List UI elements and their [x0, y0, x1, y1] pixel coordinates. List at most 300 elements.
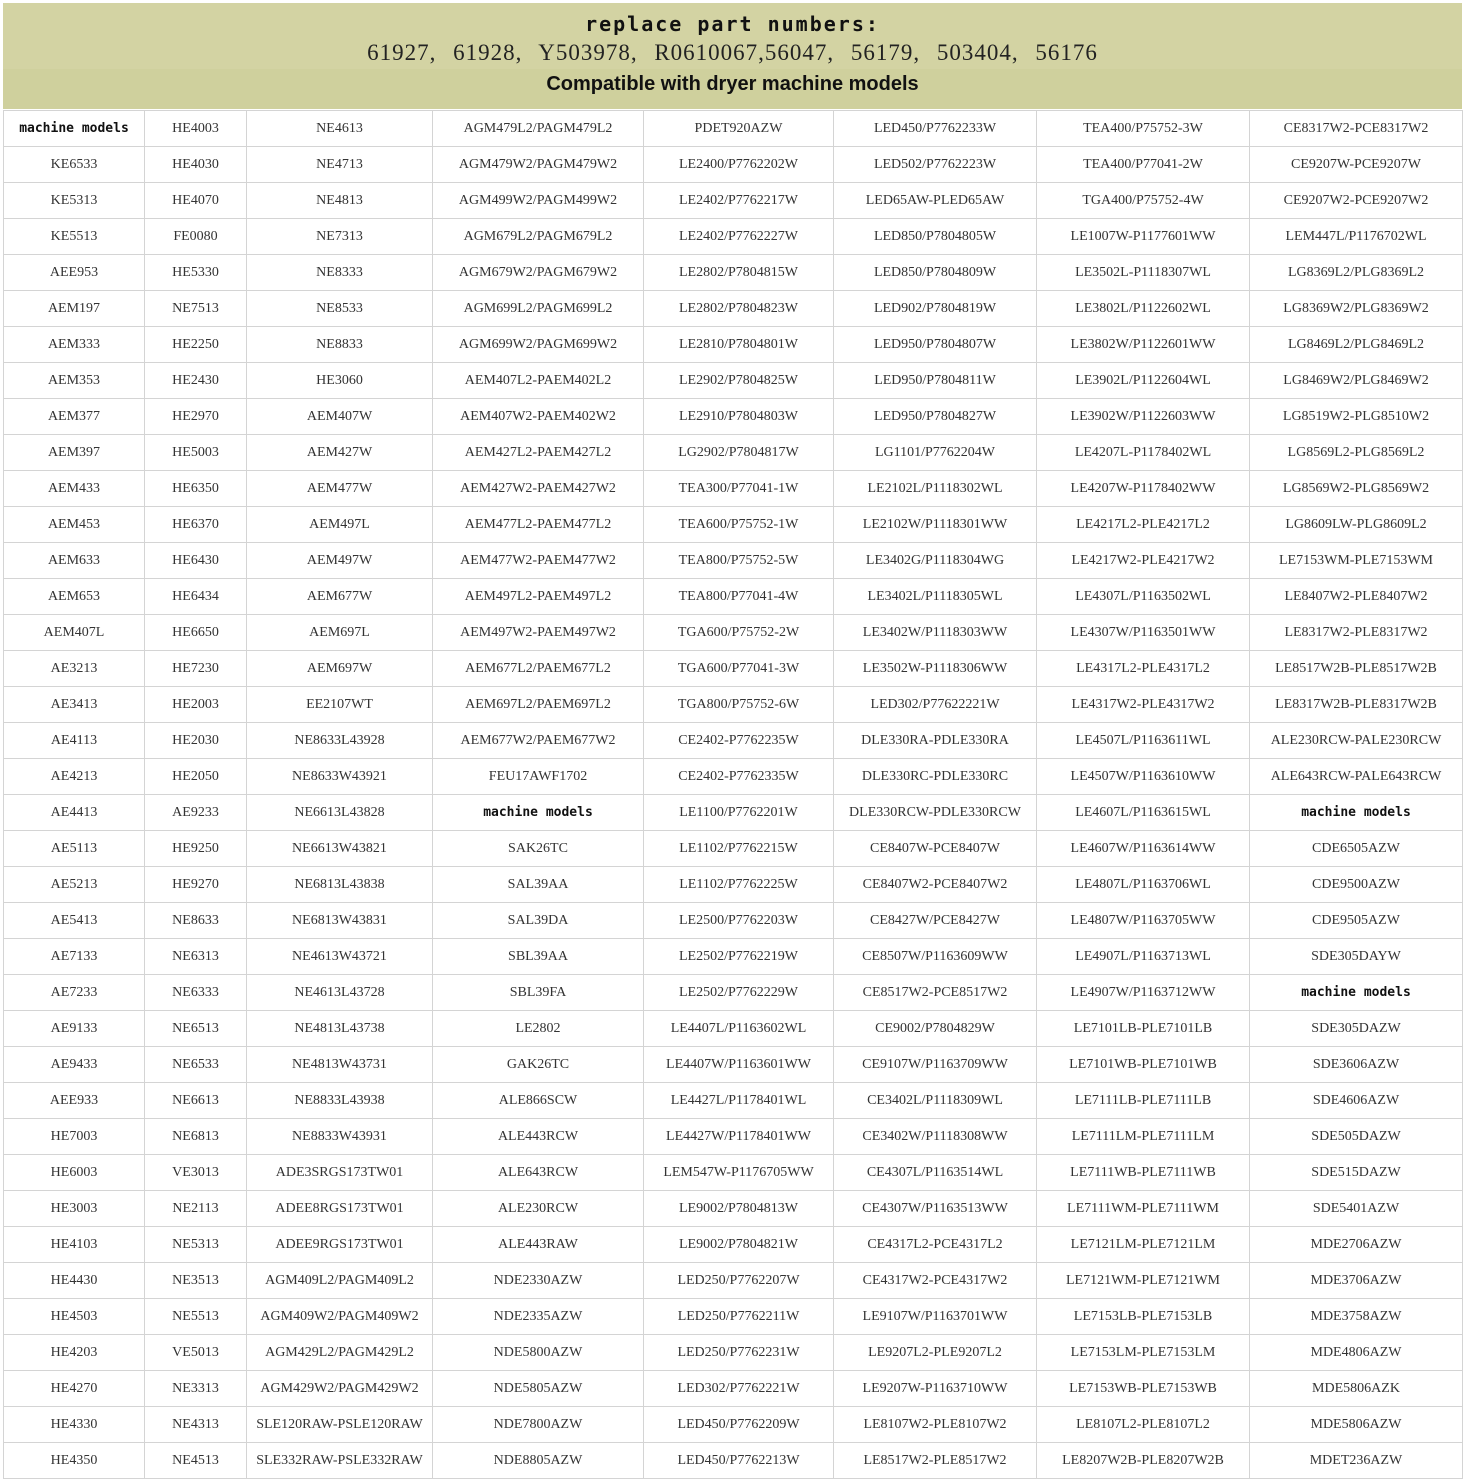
model-cell: LG8369W2/PLG8369W2 — [1250, 291, 1463, 327]
model-cell: NE6613L43828 — [247, 795, 433, 831]
model-cell: HE4003 — [145, 111, 247, 147]
model-cell: LE7111LM-PLE7111LM — [1037, 1119, 1250, 1155]
table-row — [4, 1227, 1463, 1263]
model-cell: MDE5806AZW — [1250, 1407, 1463, 1443]
model-cell: LE8207W2B-PLE8207W2B — [1037, 1443, 1250, 1479]
model-cell: HE9270 — [145, 867, 247, 903]
model-cell: SBL39FA — [433, 975, 644, 1011]
model-cell: TEA800/P75752-5W — [644, 543, 834, 579]
table-row — [4, 147, 1463, 183]
model-cell: LE7101LB-PLE7101LB — [1037, 1011, 1250, 1047]
model-cell: AEM677W2/PAEM677W2 — [433, 723, 644, 759]
model-cell: CE8507W/P1163609WW — [834, 939, 1037, 975]
model-cell: LE2402/P7762217W — [644, 183, 834, 219]
header-subtitle: Compatible with dryer machine models — [546, 73, 919, 95]
model-cell: LE3402W/P1118303WW — [834, 615, 1037, 651]
table-row — [4, 471, 1463, 507]
model-cell: SBL39AA — [433, 939, 644, 975]
table-row — [4, 687, 1463, 723]
table-row — [4, 543, 1463, 579]
model-cell: LED250/P7762211W — [644, 1299, 834, 1335]
model-cell: NE7513 — [145, 291, 247, 327]
model-cell: HE2250 — [145, 327, 247, 363]
model-cell: LE4307W/P1163501WW — [1037, 615, 1250, 651]
model-cell: AEM653 — [4, 579, 145, 615]
table-row — [4, 1299, 1463, 1335]
model-cell: AEM433 — [4, 471, 145, 507]
model-cell: LE8407W2-PLE8407W2 — [1250, 579, 1463, 615]
model-cell: LE7153WB-PLE7153WB — [1037, 1371, 1250, 1407]
model-cell: LE4407W/P1163601WW — [644, 1047, 834, 1083]
model-cell: HE4270 — [4, 1371, 145, 1407]
table-row — [4, 111, 1463, 147]
model-cell: HE4430 — [4, 1263, 145, 1299]
model-cell: HE4030 — [145, 147, 247, 183]
model-cell: LE9207L2-PLE9207L2 — [834, 1335, 1037, 1371]
model-cell: AGM409W2/PAGM409W2 — [247, 1299, 433, 1335]
model-cell: LED450/P7762213W — [644, 1443, 834, 1479]
model-cell: LG8469L2/PLG8469L2 — [1250, 327, 1463, 363]
model-cell: ALE230RCW — [433, 1191, 644, 1227]
model-cell: LE1007W-P1177601WW — [1037, 219, 1250, 255]
model-cell: TGA600/P77041-3W — [644, 651, 834, 687]
model-cell: LE2500/P7762203W — [644, 903, 834, 939]
model-cell: AE5413 — [4, 903, 145, 939]
model-cell: LE9002/P7804821W — [644, 1227, 834, 1263]
model-cell: TGA600/P75752-2W — [644, 615, 834, 651]
model-cell: LED302/P77622221W — [834, 687, 1037, 723]
model-cell: AE7233 — [4, 975, 145, 1011]
model-cell: LED950/P7804811W — [834, 363, 1037, 399]
model-cell: LE4207L-P1178402WL — [1037, 435, 1250, 471]
table-row — [4, 651, 1463, 687]
header-title: replace part numbers: — [585, 12, 880, 36]
model-cell: LED850/P7804805W — [834, 219, 1037, 255]
model-cell: NE5513 — [145, 1299, 247, 1335]
model-cell: HE5330 — [145, 255, 247, 291]
model-cell: CE9002/P7804829W — [834, 1011, 1037, 1047]
model-cell: MDE5806AZK — [1250, 1371, 1463, 1407]
model-cell: LG1101/P7762204W — [834, 435, 1037, 471]
model-cell: AEM497L2-PAEM497L2 — [433, 579, 644, 615]
model-cell: DLE330RA-PDLE330RA — [834, 723, 1037, 759]
model-cell: ALE443RCW — [433, 1119, 644, 1155]
model-cell: DLE330RCW-PDLE330RCW — [834, 795, 1037, 831]
model-cell: NE8633W43921 — [247, 759, 433, 795]
model-cell: CE8407W2-PCE8407W2 — [834, 867, 1037, 903]
model-cell: ALE866SCW — [433, 1083, 644, 1119]
model-cell: LE4317L2-PLE4317L2 — [1037, 651, 1250, 687]
model-cell: SDE3606AZW — [1250, 1047, 1463, 1083]
model-cell: NE6513 — [145, 1011, 247, 1047]
model-cell: AE4213 — [4, 759, 145, 795]
model-cell: CE8517W2-PCE8517W2 — [834, 975, 1037, 1011]
model-cell: AE9233 — [145, 795, 247, 831]
model-cell: HE2970 — [145, 399, 247, 435]
table-row — [4, 507, 1463, 543]
model-cell: FEU17AWF1702 — [433, 759, 644, 795]
model-cell: LE3902W/P1122603WW — [1037, 399, 1250, 435]
model-cell: CE4317W2-PCE4317W2 — [834, 1263, 1037, 1299]
model-cell: LE7111WB-PLE7111WB — [1037, 1155, 1250, 1191]
model-cell: AEM453 — [4, 507, 145, 543]
model-cell: TEA800/P77041-4W — [644, 579, 834, 615]
model-cell: HE9250 — [145, 831, 247, 867]
model-cell: TGA800/P75752-6W — [644, 687, 834, 723]
model-cell: CDE9500AZW — [1250, 867, 1463, 903]
model-cell: HE2030 — [145, 723, 247, 759]
model-cell: AEM697L2/PAEM697L2 — [433, 687, 644, 723]
model-cell: AE4413 — [4, 795, 145, 831]
model-cell: NE2113 — [145, 1191, 247, 1227]
model-cell: EE2107WT — [247, 687, 433, 723]
model-cell: LE3402L/P1118305WL — [834, 579, 1037, 615]
section-header-cell: machine models — [433, 795, 644, 831]
model-cell: CE2402-P7762335W — [644, 759, 834, 795]
table-row — [4, 939, 1463, 975]
model-cell: LE4317W2-PLE4317W2 — [1037, 687, 1250, 723]
model-cell: CE4307W/P1163513WW — [834, 1191, 1037, 1227]
model-cell: NE6613W43821 — [247, 831, 433, 867]
model-cell: TEA600/P75752-1W — [644, 507, 834, 543]
model-cell: AGM479L2/PAGM479L2 — [433, 111, 644, 147]
model-cell: MDE4806AZW — [1250, 1335, 1463, 1371]
model-cell: AGM409L2/PAGM409L2 — [247, 1263, 433, 1299]
model-cell: DLE330RC-PDLE330RC — [834, 759, 1037, 795]
model-cell: AE7133 — [4, 939, 145, 975]
model-cell: NE8633 — [145, 903, 247, 939]
table-row — [4, 183, 1463, 219]
model-cell: SDE305DAYW — [1250, 939, 1463, 975]
model-cell: HE4350 — [4, 1443, 145, 1479]
model-cell: NE8833L43938 — [247, 1083, 433, 1119]
model-cell: HE6434 — [145, 579, 247, 615]
table-row — [4, 1083, 1463, 1119]
model-cell: SDE515DAZW — [1250, 1155, 1463, 1191]
model-cell: HE6370 — [145, 507, 247, 543]
model-cell: NE6533 — [145, 1047, 247, 1083]
model-cell: NE6813 — [145, 1119, 247, 1155]
model-cell: TGA400/P75752-4W — [1037, 183, 1250, 219]
table-row — [4, 219, 1463, 255]
model-cell: AGM699L2/PAGM699L2 — [433, 291, 644, 327]
model-cell: NE6313 — [145, 939, 247, 975]
model-cell: SAL39AA — [433, 867, 644, 903]
model-cell: LE9002/P7804813W — [644, 1191, 834, 1227]
model-cell: NDE8805AZW — [433, 1443, 644, 1479]
model-cell: LE2910/P7804803W — [644, 399, 834, 435]
model-cell: LE7153LM-PLE7153LM — [1037, 1335, 1250, 1371]
model-cell: AEM377 — [4, 399, 145, 435]
header-banner — [3, 3, 1462, 109]
model-cell: NE4313 — [145, 1407, 247, 1443]
model-cell: LE4807W/P1163705WW — [1037, 903, 1250, 939]
model-cell: NDE5805AZW — [433, 1371, 644, 1407]
model-cell: AEM407W — [247, 399, 433, 435]
model-cell: LED502/P7762223W — [834, 147, 1037, 183]
model-cell: LE4307L/P1163502WL — [1037, 579, 1250, 615]
model-cell: LE2802/P7804815W — [644, 255, 834, 291]
table-row — [4, 1047, 1463, 1083]
model-cell: AEM497L — [247, 507, 433, 543]
model-cell: CE2402-P7762235W — [644, 723, 834, 759]
model-cell: CE4307L/P1163514WL — [834, 1155, 1037, 1191]
section-header-cell: machine models — [4, 111, 145, 147]
model-cell: AE3413 — [4, 687, 145, 723]
model-cell: AEE953 — [4, 255, 145, 291]
model-cell: NE6813L43838 — [247, 867, 433, 903]
model-cell: LE4907W/P1163712WW — [1037, 975, 1250, 1011]
model-cell: NE4713 — [247, 147, 433, 183]
model-cell: NE4813W43731 — [247, 1047, 433, 1083]
table-row — [4, 975, 1463, 1011]
table-row — [4, 1119, 1463, 1155]
table-row — [4, 723, 1463, 759]
model-cell: NE8833W43931 — [247, 1119, 433, 1155]
model-cell: AE5113 — [4, 831, 145, 867]
model-cell: LG8369L2/PLG8369L2 — [1250, 255, 1463, 291]
model-cell: AEM427L2-PAEM427L2 — [433, 435, 644, 471]
table-row — [4, 795, 1463, 831]
table-row — [4, 327, 1463, 363]
model-cell: HE6003 — [4, 1155, 145, 1191]
model-cell: NDE7800AZW — [433, 1407, 644, 1443]
model-cell: ALE643RCW — [433, 1155, 644, 1191]
model-cell: LED250/P7762207W — [644, 1263, 834, 1299]
table-row — [4, 1191, 1463, 1227]
model-cell: KE6533 — [4, 147, 145, 183]
model-cell: NE6813W43831 — [247, 903, 433, 939]
table-row — [4, 435, 1463, 471]
model-cell: LE7111LB-PLE7111LB — [1037, 1083, 1250, 1119]
model-cell: HE3003 — [4, 1191, 145, 1227]
model-cell: KE5313 — [4, 183, 145, 219]
section-header-cell: machine models — [1250, 975, 1463, 1011]
model-cell: ALE443RAW — [433, 1227, 644, 1263]
model-cell: LE3402G/P1118304WG — [834, 543, 1037, 579]
model-cell: AGM679W2/PAGM679W2 — [433, 255, 644, 291]
model-cell: LE2400/P7762202W — [644, 147, 834, 183]
table-row — [4, 1371, 1463, 1407]
model-cell: LG8569W2-PLG8569W2 — [1250, 471, 1463, 507]
model-cell: LE7101WB-PLE7101WB — [1037, 1047, 1250, 1083]
model-cell: CDE9505AZW — [1250, 903, 1463, 939]
model-cell: HE7230 — [145, 651, 247, 687]
model-cell: NE3313 — [145, 1371, 247, 1407]
model-cell: HE2003 — [145, 687, 247, 723]
model-cell: LE2802/P7804823W — [644, 291, 834, 327]
model-cell: LE3502W-P1118306WW — [834, 651, 1037, 687]
model-cell: MDET236AZW — [1250, 1443, 1463, 1479]
model-cell: HE6350 — [145, 471, 247, 507]
model-cell: HE6430 — [145, 543, 247, 579]
model-cell: LED850/P7804809W — [834, 255, 1037, 291]
model-cell: LE4407L/P1163602WL — [644, 1011, 834, 1047]
model-cell: HE5003 — [145, 435, 247, 471]
model-cell: LED450/P7762209W — [644, 1407, 834, 1443]
model-cell: NE8333 — [247, 255, 433, 291]
model-cell: LE3502L-P1118307WL — [1037, 255, 1250, 291]
model-cell: AGM429W2/PAGM429W2 — [247, 1371, 433, 1407]
model-cell: LE4507L/P1163611WL — [1037, 723, 1250, 759]
model-cell: AGM499W2/PAGM499W2 — [433, 183, 644, 219]
model-cell: AE9433 — [4, 1047, 145, 1083]
model-cell: NE4613L43728 — [247, 975, 433, 1011]
model-cell: LED902/P7804819W — [834, 291, 1037, 327]
model-cell: AEM677W — [247, 579, 433, 615]
model-cell: CE9207W-PCE9207W — [1250, 147, 1463, 183]
table-row — [4, 1335, 1463, 1371]
model-cell: CDE6505AZW — [1250, 831, 1463, 867]
model-cell: NE8533 — [247, 291, 433, 327]
model-cell: AEM353 — [4, 363, 145, 399]
model-cell: LE9107W/P1163701WW — [834, 1299, 1037, 1335]
table-row — [4, 291, 1463, 327]
model-cell: HE3060 — [247, 363, 433, 399]
model-cell: LE4507W/P1163610WW — [1037, 759, 1250, 795]
model-cell: AEM497W — [247, 543, 433, 579]
table-row — [4, 579, 1463, 615]
model-cell: TEA400/P77041-2W — [1037, 147, 1250, 183]
model-cell: NE4513 — [145, 1443, 247, 1479]
model-cell: LG2902/P7804817W — [644, 435, 834, 471]
model-cell: ALE643RCW-PALE643RCW — [1250, 759, 1463, 795]
model-cell: LG8569L2-PLG8569L2 — [1250, 435, 1463, 471]
model-cell: NDE2330AZW — [433, 1263, 644, 1299]
model-cell: AE5213 — [4, 867, 145, 903]
table-row — [4, 759, 1463, 795]
table-row — [4, 1443, 1463, 1479]
model-cell: SAL39DA — [433, 903, 644, 939]
model-cell: NE4613W43721 — [247, 939, 433, 975]
model-cell: LE8517W2B-PLE8517W2B — [1250, 651, 1463, 687]
model-cell: LE4217W2-PLE4217W2 — [1037, 543, 1250, 579]
table-row — [4, 1407, 1463, 1443]
model-cell: NE6613 — [145, 1083, 247, 1119]
model-cell: AEM497W2-PAEM497W2 — [433, 615, 644, 651]
model-cell: LE1100/P7762201W — [644, 795, 834, 831]
model-cell: MDE3758AZW — [1250, 1299, 1463, 1335]
model-cell: LED250/P7762231W — [644, 1335, 834, 1371]
model-cell: LE2502/P7762219W — [644, 939, 834, 975]
model-cell: VE5013 — [145, 1335, 247, 1371]
table-row — [4, 903, 1463, 939]
model-cell: AEE933 — [4, 1083, 145, 1119]
model-cell: LE4427L/P1178401WL — [644, 1083, 834, 1119]
model-cell: SAK26TC — [433, 831, 644, 867]
table-row — [4, 1155, 1463, 1191]
model-cell: AEM697L — [247, 615, 433, 651]
table-row — [4, 363, 1463, 399]
table-row — [4, 615, 1463, 651]
model-cell: CE9207W2-PCE9207W2 — [1250, 183, 1463, 219]
model-cell: LG8609LW-PLG8609L2 — [1250, 507, 1463, 543]
model-cell: LED950/P7804807W — [834, 327, 1037, 363]
model-cell: AE3213 — [4, 651, 145, 687]
model-cell: AGM479W2/PAGM479W2 — [433, 147, 644, 183]
model-cell: AE4113 — [4, 723, 145, 759]
model-cell: AEM477L2-PAEM477L2 — [433, 507, 644, 543]
model-cell: NE6333 — [145, 975, 247, 1011]
model-cell: HE4203 — [4, 1335, 145, 1371]
table-row — [4, 1263, 1463, 1299]
model-cell: ALE230RCW-PALE230RCW — [1250, 723, 1463, 759]
model-cell: NE8833 — [247, 327, 433, 363]
model-cell: LED65AW-PLED65AW — [834, 183, 1037, 219]
model-cell: AEM427W2-PAEM427W2 — [433, 471, 644, 507]
model-cell: LE1102/P7762225W — [644, 867, 834, 903]
model-cell: LG8469W2/PLG8469W2 — [1250, 363, 1463, 399]
model-cell: HE4503 — [4, 1299, 145, 1335]
model-cell: LE1102/P7762215W — [644, 831, 834, 867]
model-cell: AEM427W — [247, 435, 433, 471]
model-cell: SDE505DAZW — [1250, 1119, 1463, 1155]
model-cell: CE8317W2-PCE8317W2 — [1250, 111, 1463, 147]
model-cell: HE4103 — [4, 1227, 145, 1263]
model-cell: AEM407L — [4, 615, 145, 651]
model-cell: TEA400/P75752-3W — [1037, 111, 1250, 147]
model-cell: LEM547W-P1176705WW — [644, 1155, 834, 1191]
table-row — [4, 867, 1463, 903]
model-cell: HE4330 — [4, 1407, 145, 1443]
model-cell: LE8107L2-PLE8107L2 — [1037, 1407, 1250, 1443]
model-cell: ADEE9RGS173TW01 — [247, 1227, 433, 1263]
model-cell: HE4070 — [145, 183, 247, 219]
model-cell: AEM677L2/PAEM677L2 — [433, 651, 644, 687]
model-cell: LE4607L/P1163615WL — [1037, 795, 1250, 831]
model-cell: HE2430 — [145, 363, 247, 399]
model-cell: SDE4606AZW — [1250, 1083, 1463, 1119]
model-cell: SLE120RAW-PSLE120RAW — [247, 1407, 433, 1443]
model-cell: KE5513 — [4, 219, 145, 255]
model-cell: LE9207W-P1163710WW — [834, 1371, 1037, 1407]
model-cell: LE4807L/P1163706WL — [1037, 867, 1250, 903]
model-cell: CE8407W-PCE8407W — [834, 831, 1037, 867]
model-cell: AE9133 — [4, 1011, 145, 1047]
model-cell: FE0080 — [145, 219, 247, 255]
model-cell: LE4907L/P1163713WL — [1037, 939, 1250, 975]
model-cell: AGM679L2/PAGM679L2 — [433, 219, 644, 255]
model-cell: LE2810/P7804801W — [644, 327, 834, 363]
models-table — [3, 110, 1463, 1479]
model-cell: LE2402/P7762227W — [644, 219, 834, 255]
model-cell: LE7111WM-PLE7111WM — [1037, 1191, 1250, 1227]
model-cell: AEM697W — [247, 651, 433, 687]
table-row — [4, 831, 1463, 867]
model-cell: AGM699W2/PAGM699W2 — [433, 327, 644, 363]
model-cell: NE4813L43738 — [247, 1011, 433, 1047]
model-cell: LE4217L2-PLE4217L2 — [1037, 507, 1250, 543]
model-cell: LE3802W/P1122601WW — [1037, 327, 1250, 363]
model-cell: NE4813 — [247, 183, 433, 219]
model-cell: SDE5401AZW — [1250, 1191, 1463, 1227]
model-cell: AEM407W2-PAEM402W2 — [433, 399, 644, 435]
model-cell: CE4317L2-PCE4317L2 — [834, 1227, 1037, 1263]
model-cell: PDET920AZW — [644, 111, 834, 147]
model-cell: LED302/P7762221W — [644, 1371, 834, 1407]
model-cell: LE2102W/P1118301WW — [834, 507, 1037, 543]
model-cell: AEM197 — [4, 291, 145, 327]
model-cell: LE3802L/P1122602WL — [1037, 291, 1250, 327]
model-cell: AGM429L2/PAGM429L2 — [247, 1335, 433, 1371]
model-cell: ADE3SRGS173TW01 — [247, 1155, 433, 1191]
model-cell: LE2102L/P1118302WL — [834, 471, 1037, 507]
model-cell: NE3513 — [145, 1263, 247, 1299]
model-cell: NE8633L43928 — [247, 723, 433, 759]
model-cell: MDE2706AZW — [1250, 1227, 1463, 1263]
model-cell: SDE305DAZW — [1250, 1011, 1463, 1047]
model-cell: CE3402W/P1118308WW — [834, 1119, 1037, 1155]
